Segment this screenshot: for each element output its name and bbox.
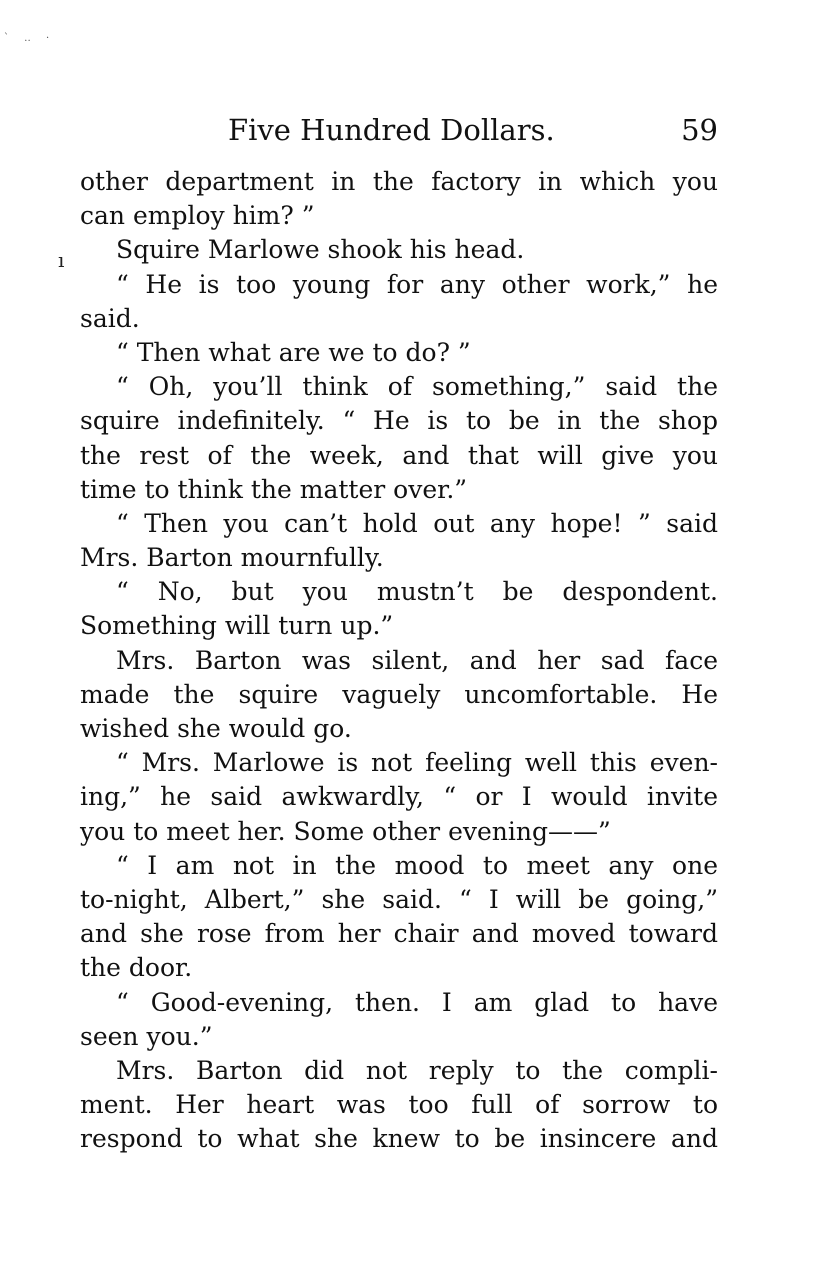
text-line: “ I am not in the mood to meet any one — [116, 850, 718, 880]
text-line: “ Mrs. Marlowe is not feeling well this even- — [116, 748, 718, 778]
page-number: 59 — [681, 113, 718, 147]
text-line: Mrs. Barton mournfully. — [80, 543, 384, 573]
text-line: to-night, Albert,” she said. “ I will be going,” — [80, 884, 718, 914]
print-specks: ` ‥ · — [4, 33, 56, 44]
body-text — [80, 165, 718, 1156]
text-line: “ No, but you mustn’t be despondent. — [116, 577, 718, 607]
text-line: you to meet her. Some other evening——” — [80, 816, 611, 846]
text-line: “ He is too young for any other work,” he — [116, 269, 718, 299]
text-line: Mrs. Barton did not reply to the compli- — [116, 1055, 718, 1085]
text-line: and she rose from her chair and moved toward — [80, 919, 718, 949]
text-line: “ Oh, you’ll think of something,” said the — [116, 372, 718, 402]
text-line: the rest of the week, and that will give you — [80, 440, 718, 470]
text-line: ing,” he said awkwardly, “ or I would invite — [80, 782, 718, 812]
text-line: other department in the factory in which you — [80, 167, 718, 196]
text-line: Something will turn up.” — [80, 611, 394, 641]
text-line: wished she would go. — [80, 714, 352, 743]
running-head-title: Five Hundred Dollars. — [228, 113, 555, 147]
text-line: the door. — [80, 953, 193, 983]
text-line: made the squire vaguely uncomfortable. He — [80, 679, 718, 709]
text-line: Squire Marlowe shook his head. — [116, 235, 525, 265]
text-line: can employ him? ” — [80, 201, 315, 231]
text-line: respond to what she knew to be insincere and — [80, 1124, 718, 1154]
running-head — [228, 110, 718, 150]
text-line: seen you.” — [80, 1021, 213, 1051]
text-line: Mrs. Barton was silent, and her sad face — [116, 645, 718, 675]
text-line: said. — [80, 303, 140, 333]
margin-mark: ı — [58, 248, 65, 272]
text-line: “ Then you can’t hold out any hope! ” said — [116, 508, 718, 538]
text-line: “ Then what are we to do? ” — [116, 337, 471, 367]
text-line: squire indefinitely. “ He is to be in the shop — [80, 406, 718, 436]
text-line: ment. Her heart was too full of sorrow to — [80, 1090, 718, 1120]
text-line: “ Good-evening, then. I am glad to have — [116, 987, 718, 1017]
text-line: time to think the matter over.” — [80, 474, 468, 504]
